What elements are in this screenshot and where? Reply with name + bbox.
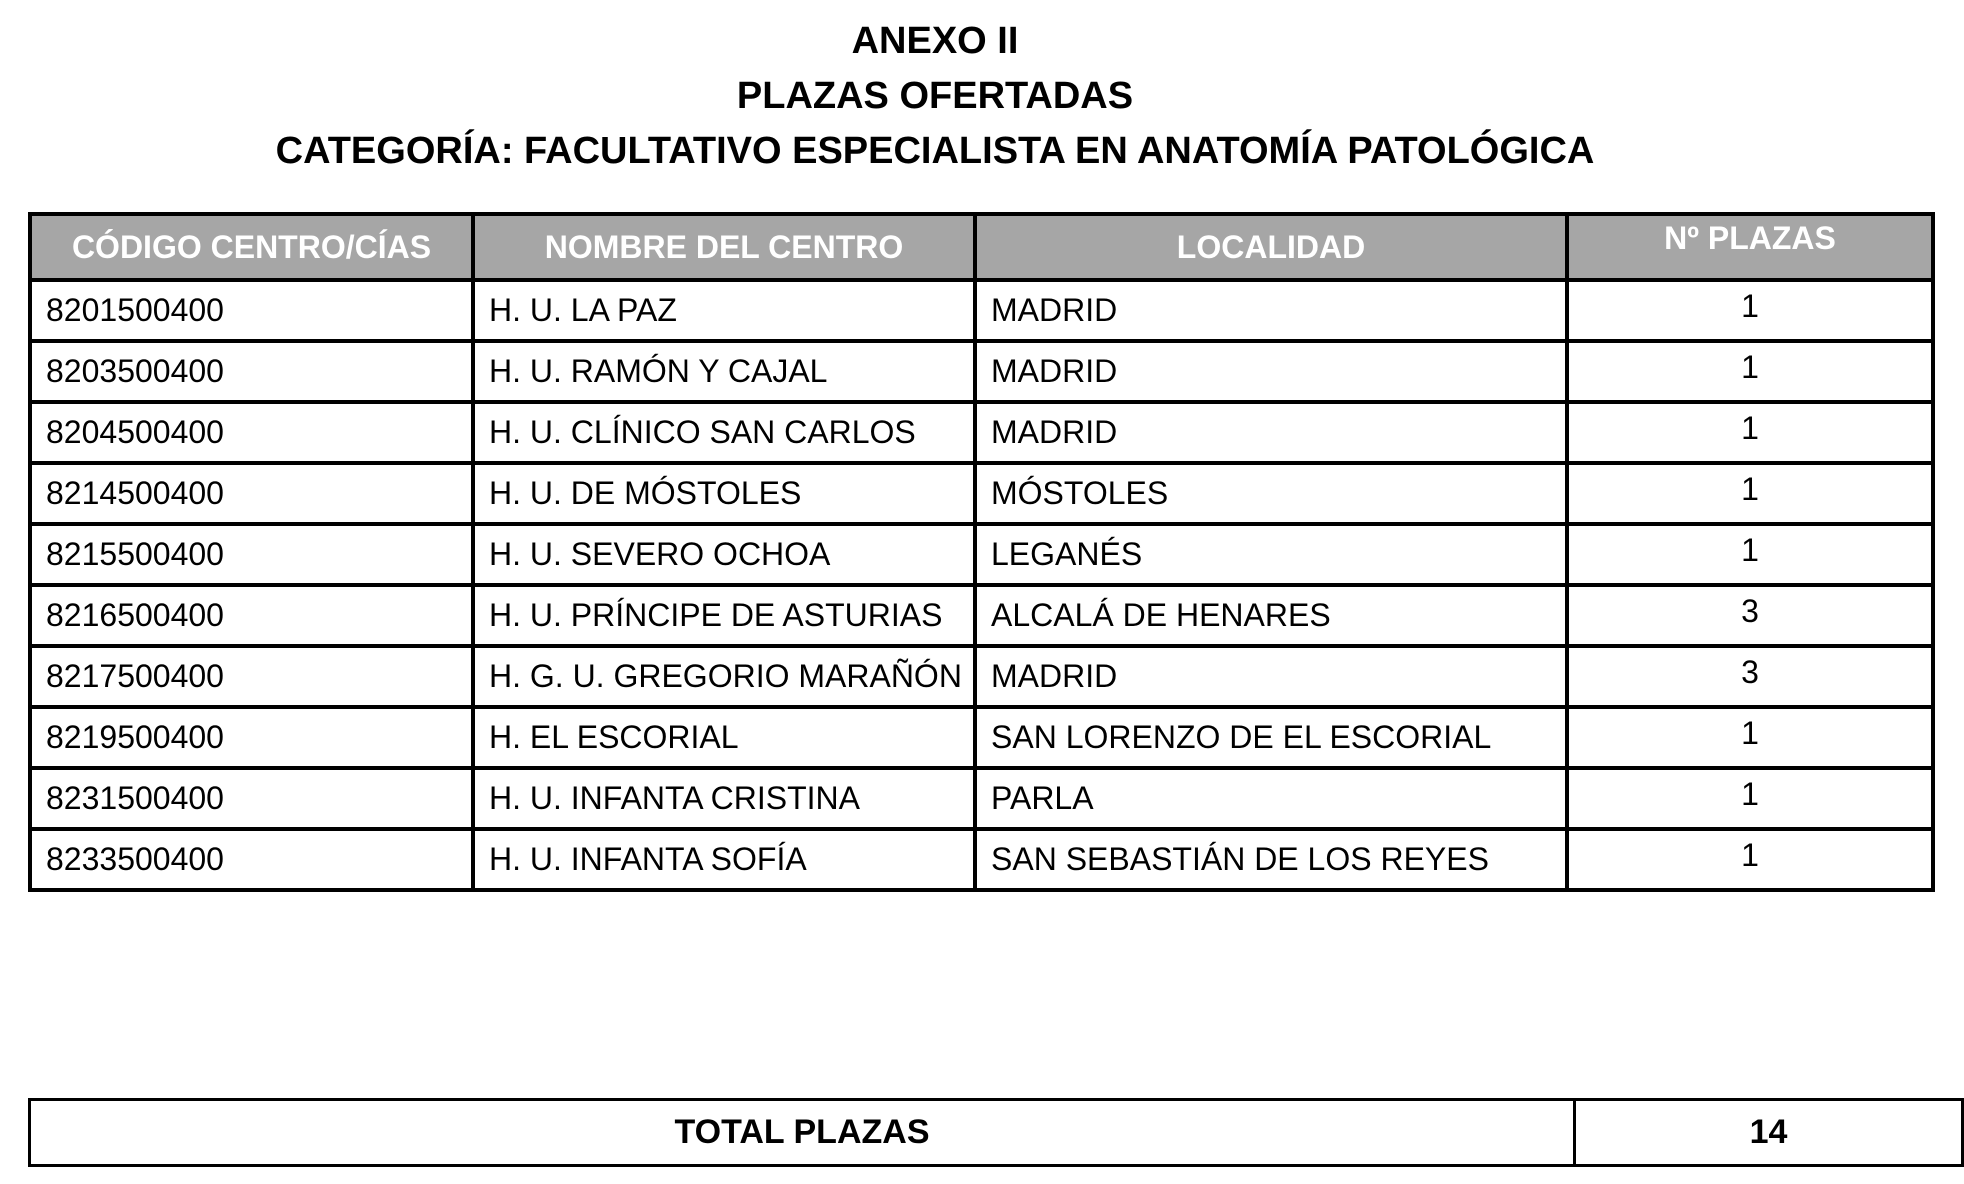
cell-center-name: H. U. CLÍNICO SAN CARLOS: [473, 402, 975, 463]
cell-code: 8204500400: [30, 402, 473, 463]
cell-places: 1: [1567, 463, 1933, 524]
cell-locality: MADRID: [975, 646, 1567, 707]
cell-center-name: H. EL ESCORIAL: [473, 707, 975, 768]
column-header-center-name: NOMBRE DEL CENTRO: [473, 214, 975, 280]
column-header-code: CÓDIGO CENTRO/CÍAS: [30, 214, 473, 280]
cell-code: 8215500400: [30, 524, 473, 585]
table-row: [30, 341, 1933, 402]
table-row: [30, 280, 1933, 341]
table-row: [30, 646, 1933, 707]
cell-locality: MÓSTOLES: [975, 463, 1567, 524]
cell-code: 8216500400: [30, 585, 473, 646]
cell-center-name: H. U. DE MÓSTOLES: [473, 463, 975, 524]
cell-center-name: H. U. RAMÓN Y CAJAL: [473, 341, 975, 402]
cell-places: 1: [1567, 829, 1933, 890]
cell-places: 1: [1567, 768, 1933, 829]
cell-locality: MADRID: [975, 280, 1567, 341]
cell-places: 1: [1567, 280, 1933, 341]
total-row: [30, 1100, 1963, 1166]
cell-center-name: H. U. SEVERO OCHOA: [473, 524, 975, 585]
cell-locality: LEGANÉS: [975, 524, 1567, 585]
cell-places: 3: [1567, 646, 1933, 707]
annex-title: ANEXO II: [851, 20, 1019, 62]
cell-center-name: H. U. INFANTA CRISTINA: [473, 768, 975, 829]
cell-locality: PARLA: [975, 768, 1567, 829]
table-header-row: [30, 214, 1933, 280]
total-label: TOTAL PLAZAS: [30, 1100, 1575, 1166]
cell-code: 8203500400: [30, 341, 473, 402]
cell-locality: SAN SEBASTIÁN DE LOS REYES: [975, 829, 1567, 890]
cell-center-name: H. U. LA PAZ: [473, 280, 975, 341]
cell-code: 8233500400: [30, 829, 473, 890]
cell-code: 8219500400: [30, 707, 473, 768]
column-header-places: Nº PLAZAS: [1567, 214, 1933, 280]
category-title: CATEGORÍA: FACULTATIVO ESPECIALISTA EN ANATOMÍA PATOLÓGICA: [275, 130, 1595, 172]
total-table: [28, 1098, 1964, 1167]
table-row: [30, 402, 1933, 463]
places-table: [28, 212, 1935, 892]
cell-code: 8201500400: [30, 280, 473, 341]
cell-center-name: H. U. PRÍNCIPE DE ASTURIAS: [473, 585, 975, 646]
table-row: [30, 829, 1933, 890]
table-row: [30, 768, 1933, 829]
cell-center-name: H. U. INFANTA SOFÍA: [473, 829, 975, 890]
cell-locality: MADRID: [975, 402, 1567, 463]
total-value: 14: [1575, 1100, 1963, 1166]
cell-locality: ALCALÁ DE HENARES: [975, 585, 1567, 646]
cell-places: 1: [1567, 341, 1933, 402]
table-row: [30, 707, 1933, 768]
cell-code: 8214500400: [30, 463, 473, 524]
cell-places: 1: [1567, 524, 1933, 585]
cell-code: 8231500400: [30, 768, 473, 829]
table-row: [30, 463, 1933, 524]
cell-center-name: H. G. U. GREGORIO MARAÑÓN: [473, 646, 975, 707]
table-row: [30, 524, 1933, 585]
offer-title: PLAZAS OFERTADAS: [736, 75, 1134, 117]
cell-places: 1: [1567, 402, 1933, 463]
cell-code: 8217500400: [30, 646, 473, 707]
cell-locality: SAN LORENZO DE EL ESCORIAL: [975, 707, 1567, 768]
table-row: [30, 585, 1933, 646]
cell-places: 3: [1567, 585, 1933, 646]
column-header-locality: LOCALIDAD: [975, 214, 1567, 280]
cell-places: 1: [1567, 707, 1933, 768]
document-heading: [0, 14, 1870, 179]
cell-locality: MADRID: [975, 341, 1567, 402]
